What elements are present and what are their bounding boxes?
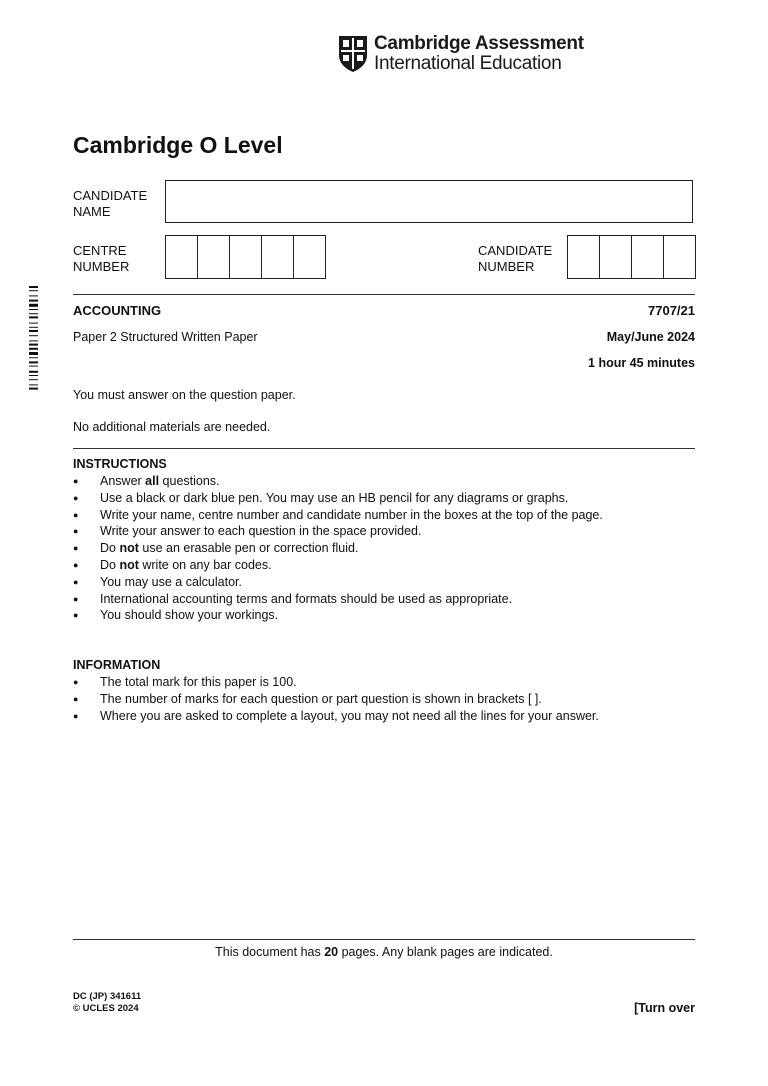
answer-note: You must answer on the question paper. bbox=[73, 388, 296, 402]
list-item: ● You may use a calculator. bbox=[73, 574, 603, 591]
digit-box[interactable] bbox=[664, 236, 695, 278]
divider bbox=[73, 939, 695, 940]
subject-title: ACCOUNTING bbox=[73, 303, 162, 318]
list-item: ● The number of marks for each question or part question is shown in brackets [ ]. bbox=[73, 691, 599, 708]
list-item: ● International accounting terms and formats should be used as appropriate. bbox=[73, 591, 603, 608]
digit-box[interactable] bbox=[568, 236, 600, 278]
barcode-bar bbox=[29, 388, 38, 390]
duration: 1 hour 45 minutes bbox=[588, 356, 695, 370]
barcode-bar bbox=[29, 286, 38, 288]
information-list bbox=[73, 674, 599, 724]
barcode-bar bbox=[29, 309, 38, 310]
list-item: ● Where you are asked to complete a layout, you may not need all the lines for your answer. bbox=[73, 708, 599, 725]
barcode-bar bbox=[29, 300, 38, 302]
barcode-bar bbox=[29, 290, 38, 291]
digit-box[interactable] bbox=[198, 236, 230, 278]
digit-box[interactable] bbox=[600, 236, 632, 278]
barcode-bar bbox=[29, 327, 38, 328]
information-heading: INFORMATION bbox=[73, 658, 161, 672]
barcode-bar bbox=[29, 304, 38, 307]
turn-over: [Turn over bbox=[634, 1001, 695, 1015]
session: May/June 2024 bbox=[606, 330, 695, 344]
list-item: ● You should show your workings. bbox=[73, 607, 603, 624]
barcode-bar bbox=[29, 366, 38, 367]
barcode-bar bbox=[29, 335, 38, 336]
centre-number-boxes[interactable] bbox=[165, 235, 326, 279]
barcode-bar bbox=[29, 295, 38, 296]
barcode-bar bbox=[29, 361, 38, 363]
list-item: ● Answer all questions. bbox=[73, 473, 603, 490]
candidate-number-label: CANDIDATE NUMBER bbox=[478, 243, 553, 274]
logo-line-1: Cambridge Assessment bbox=[374, 33, 584, 54]
barcode-icon bbox=[29, 286, 43, 436]
barcode-bar bbox=[29, 313, 38, 314]
list-item: ● Do not use an erasable pen or correction fluid. bbox=[73, 540, 603, 557]
barcode-bar bbox=[29, 330, 38, 332]
digit-box[interactable] bbox=[632, 236, 664, 278]
paper-code: 7707/21 bbox=[648, 303, 695, 318]
barcode-bar bbox=[29, 352, 38, 355]
digit-box[interactable] bbox=[230, 236, 262, 278]
document-reference: DC (JP) 341611 © UCLES 2024 bbox=[73, 991, 142, 1014]
barcode-bar bbox=[29, 340, 38, 341]
barcode-bar bbox=[29, 371, 38, 373]
digit-box[interactable] bbox=[294, 236, 325, 278]
barcode-bar bbox=[29, 379, 38, 380]
list-item: ● Write your answer to each question in the space provided. bbox=[73, 523, 603, 540]
list-item: ● Use a black or dark blue pen. You may use an HB pencil for any diagrams or graphs. bbox=[73, 490, 603, 507]
barcode-bar bbox=[29, 348, 38, 350]
digit-box[interactable] bbox=[262, 236, 294, 278]
candidate-name-box[interactable] bbox=[165, 180, 693, 223]
barcode-bar bbox=[29, 375, 38, 376]
page-count-note: This document has 20 pages. Any blank pages are indicated. bbox=[215, 945, 553, 959]
list-item: ● The total mark for this paper is 100. bbox=[73, 674, 599, 691]
barcode bbox=[29, 286, 43, 436]
cambridge-logo bbox=[338, 34, 584, 74]
materials-note: No additional materials are needed. bbox=[73, 420, 271, 434]
instructions-list bbox=[73, 473, 603, 624]
barcode-bar bbox=[29, 384, 38, 385]
crest-icon bbox=[338, 35, 368, 73]
paper-description: Paper 2 Structured Written Paper bbox=[73, 330, 258, 344]
barcode-bar bbox=[29, 316, 38, 318]
barcode-bar bbox=[29, 344, 38, 346]
instructions-heading: INSTRUCTIONS bbox=[73, 457, 167, 471]
page-title: Cambridge O Level bbox=[73, 132, 283, 158]
divider bbox=[73, 294, 695, 295]
barcode-bar bbox=[29, 323, 38, 324]
list-item: ● Do not write on any bar codes. bbox=[73, 557, 603, 574]
barcode-bar bbox=[29, 357, 38, 358]
centre-number-label: CENTRE NUMBER bbox=[73, 243, 130, 274]
candidate-name-label: CANDIDATE NAME bbox=[73, 188, 148, 219]
digit-box[interactable] bbox=[166, 236, 198, 278]
divider bbox=[73, 448, 695, 449]
list-item: ● Write your name, centre number and candidate number in the boxes at the top of the page. bbox=[73, 507, 603, 524]
logo-line-2: International Education bbox=[374, 53, 562, 74]
candidate-number-boxes[interactable] bbox=[567, 235, 696, 279]
